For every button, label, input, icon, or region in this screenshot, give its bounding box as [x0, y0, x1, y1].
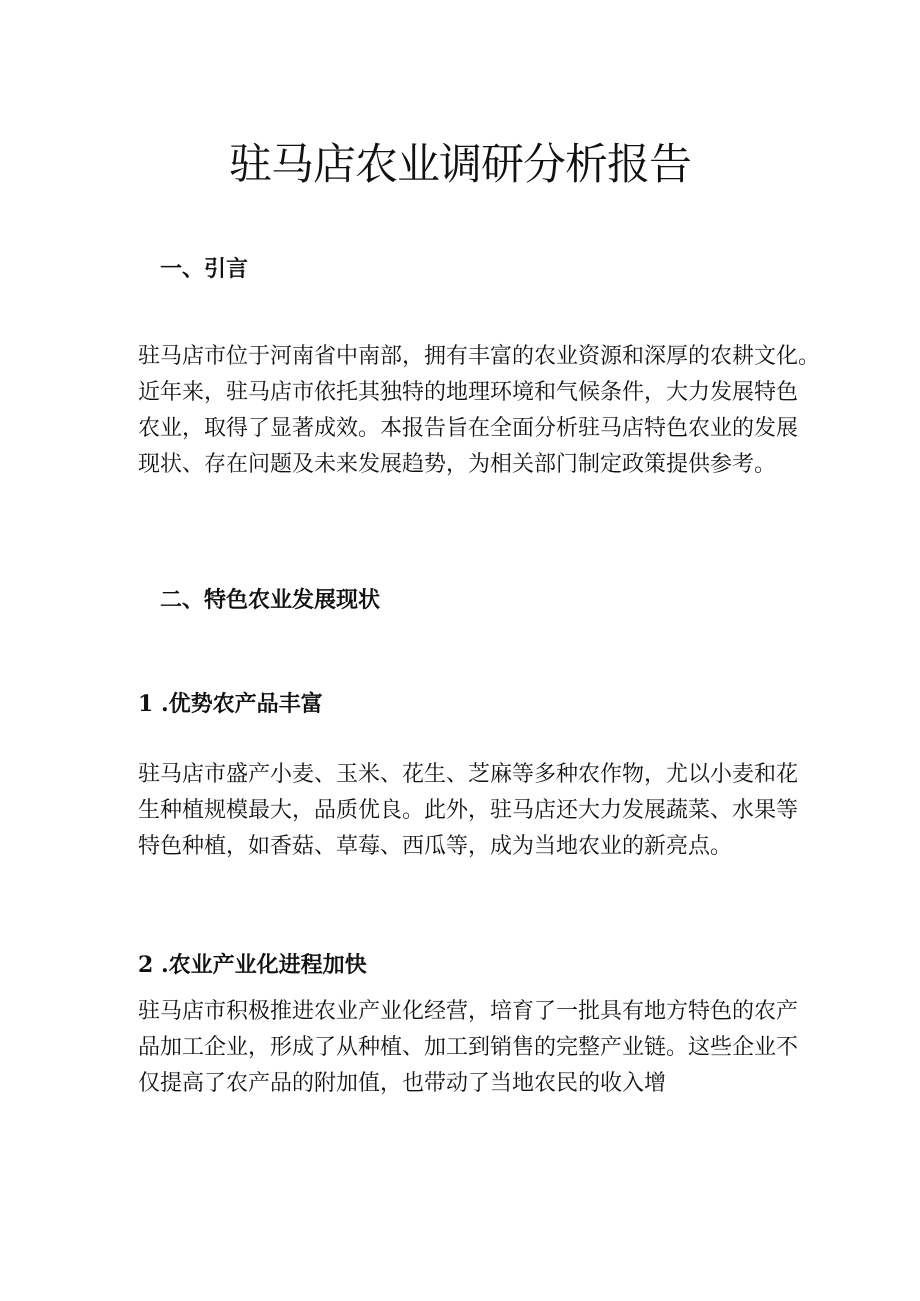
paragraph-line: 生种植规模最大，品质优良。此外，驻马店还大力发展蔬菜、水果等	[138, 798, 799, 823]
paragraph-line: 特色种植，如香菇、草莓、西瓜等，成为当地农业的新亮点。	[138, 834, 733, 859]
paragraph-line: 驻马店市位于河南省中南部，拥有丰富的农业资源和深厚的农耕文化。	[138, 344, 821, 369]
industrialization-paragraph	[138, 994, 799, 1102]
section-heading-introduction: 一、引言	[160, 256, 249, 282]
paragraph-line: 农业，取得了显著成效。本报告旨在全面分析驻马店特色农业的发展	[138, 416, 799, 441]
paragraph-line: 驻马店市积极推进农业产业化经营，培育了一批具有地方特色的农产	[138, 999, 799, 1024]
document-title: 驻马店农业调研分析报告	[229, 140, 691, 190]
paragraph-line: 驻马店市盛产小麦、玉米、花生、芝麻等多种农作物，尤以小麦和花	[138, 762, 799, 787]
paragraph-line: 近年来，驻马店市依托其独特的地理环境和气候条件，大力发展特色	[138, 380, 799, 405]
subsection-heading-industrialization: 2 .农业产业化进程加快	[138, 952, 367, 978]
paragraph-line: 现状、存在问题及未来发展趋势，为相关部门制定政策提供参考。	[138, 452, 777, 477]
paragraph-line: 仅提高了农产品的附加值，也带动了当地农民的收入增	[138, 1071, 667, 1096]
subsection-heading-advantage-products: 1 .优势农产品丰富	[138, 691, 323, 717]
section-heading-development-status: 二、特色农业发展现状	[160, 587, 381, 613]
paragraph-line: 品加工企业，形成了从种植、加工到销售的完整产业链。这些企业不	[138, 1035, 799, 1060]
advantage-products-paragraph	[138, 757, 799, 865]
introduction-paragraph	[138, 339, 821, 483]
